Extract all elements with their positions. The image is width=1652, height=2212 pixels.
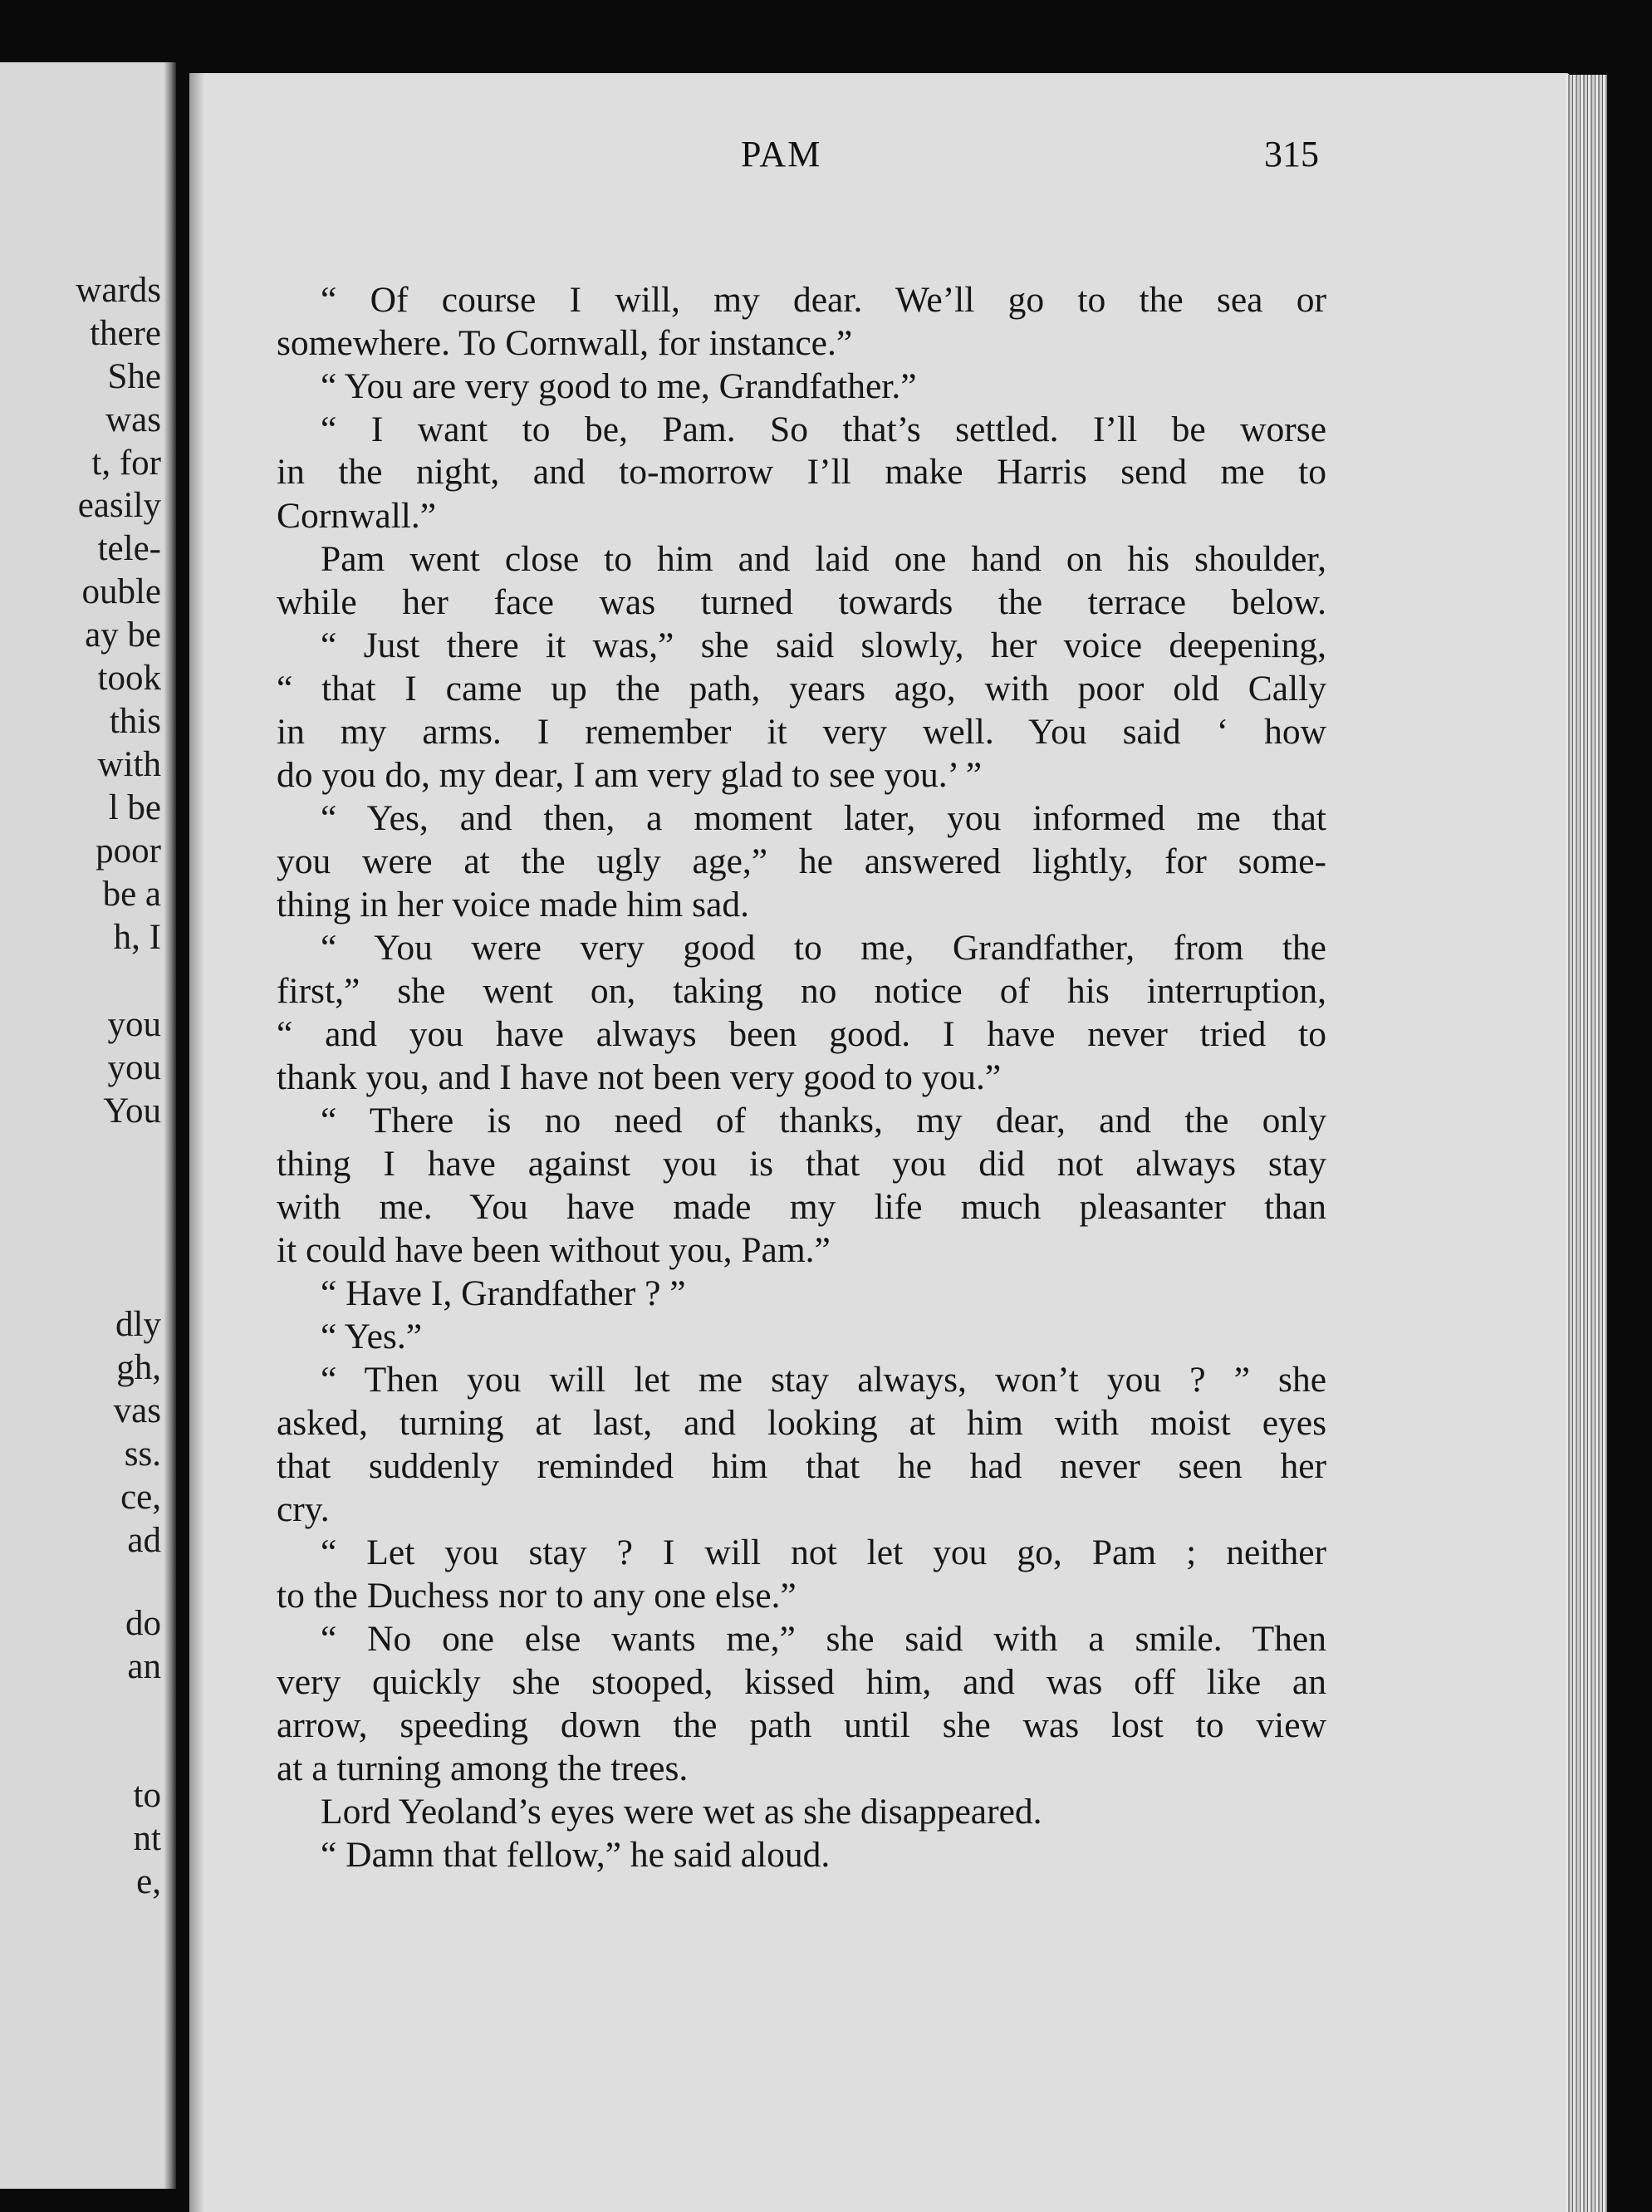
text-line: arrow, speeding down the path until she was lost to view [277, 1705, 1326, 1745]
text-line: in my arms. I remember it very well. You said ‘ how [277, 712, 1326, 752]
text-line: very quickly she stooped, kissed him, and was off like an [277, 1662, 1326, 1702]
spine-shadow [189, 73, 204, 2212]
left-page-fragment: nt [133, 1819, 161, 1858]
text-line: “ Yes, and then, a moment later, you informed me that [321, 798, 1326, 838]
text-line: “ Damn that fellow,” he said aloud. [321, 1835, 831, 1875]
left-page-fragment: this [109, 702, 161, 741]
text-line: in the night, and to-morrow I’ll make Harris send me to [277, 452, 1326, 492]
text-line: Pam went close to him and laid one hand on his shoulder, [321, 539, 1326, 579]
text-line: thing in her voice made him sad. [277, 885, 749, 925]
text-line: you were at the ugly age,” he answered lightly, for some- [277, 841, 1326, 881]
left-page-fragment: ss. [124, 1435, 161, 1474]
text-line: while her face was turned towards the terrace below. [277, 582, 1326, 622]
text-line: “ There is no need of thanks, my dear, and the only [321, 1101, 1326, 1140]
left-page-fragment: easily [77, 486, 161, 525]
left-page-fragment: You [103, 1091, 161, 1131]
text-line: at a turning among the trees. [277, 1749, 689, 1788]
text-line: asked, turning at last, and looking at him with moist eyes [277, 1403, 1326, 1443]
text-line: Cornwall.” [277, 496, 437, 536]
text-line: “ Yes.” [321, 1317, 423, 1356]
left-page-fragment: be a [102, 875, 161, 914]
left-page-fragment: with [97, 745, 161, 784]
left-page-fragment: gh, [116, 1348, 161, 1387]
text-line: Lord Yeoland’s eyes were wet as she disappeared. [321, 1792, 1042, 1832]
left-page-fragment: e, [136, 1862, 161, 1901]
left-page-fragment: you [107, 1048, 161, 1087]
left-page-edge [164, 62, 176, 2189]
text-line: cry. [277, 1489, 330, 1529]
left-page-fragment: l be [108, 788, 161, 827]
text-line: that suddenly reminded him that he had never seen her [277, 1446, 1326, 1486]
text-line: thank you, and I have not been very good to you.” [277, 1057, 1002, 1097]
text-line: somewhere. To Cornwall, for instance.” [277, 323, 853, 363]
text-line: “ Of course I will, my dear. We’ll go to the sea or [321, 280, 1326, 320]
left-page-fragment: you [107, 1005, 161, 1044]
left-page [0, 62, 176, 2189]
left-page-fragment: dly [115, 1305, 161, 1344]
left-page-fragment: h, I [113, 918, 161, 957]
text-line: to the Duchess nor to any one else.” [277, 1576, 797, 1616]
running-head-title: PAM [741, 134, 822, 174]
text-line: “ I want to be, Pam. So that’s settled. I’ll be worse [321, 410, 1326, 449]
running-head [0, 133, 1652, 183]
text-line: with me. You have made my life much pleasanter than [277, 1187, 1326, 1227]
text-line: “ Have I, Grandfather ? ” [321, 1273, 686, 1313]
text-line: “ that I came up the path, years ago, with poor old Cally [277, 669, 1326, 709]
text-line: “ Just there it was,” she said slowly, her voice deepening, [321, 625, 1326, 665]
text-line: “ Let you stay ? I will not let you go, Pam ; neither [321, 1533, 1326, 1572]
left-page-fragment: ce, [120, 1478, 161, 1517]
text-line: “ You were very good to me, Grandfather, from the [321, 928, 1326, 968]
text-line: do you do, my dear, I am very glad to see you.’ ” [277, 755, 983, 795]
left-page-fragment: do [125, 1604, 161, 1643]
left-page-fragment: to [133, 1776, 161, 1815]
text-line: “ and you have always been good. I have never tried to [277, 1014, 1326, 1054]
left-page-fragment: an [127, 1647, 161, 1686]
left-page-fragment: ay be [85, 616, 161, 655]
left-page-fragment: there [90, 314, 161, 353]
text-line: “ Then you will let me stay always, won’t you ? ” she [321, 1360, 1326, 1400]
text-line: “ No one else wants me,” she said with a smile. Then [321, 1619, 1326, 1659]
left-page-fragment: t, for [91, 444, 161, 483]
text-line: it could have been without you, Pam.” [277, 1230, 831, 1270]
left-page-fragment: poor [96, 831, 161, 871]
text-line: “ You are very good to me, Grandfather.” [321, 366, 917, 406]
page-stack-edge [1566, 75, 1607, 2212]
left-page-fragment: She [107, 357, 161, 396]
text-line: first,” she went on, taking no notice of his interruption, [277, 971, 1326, 1011]
left-page-fragment: ad [127, 1521, 161, 1560]
left-page-fragment: vas [113, 1391, 161, 1430]
text-line: thing I have against you is that you did not always stay [277, 1144, 1326, 1184]
left-page-fragment: was [105, 400, 161, 439]
left-page-fragment: wards [76, 271, 161, 310]
page-number: 315 [1264, 134, 1319, 174]
left-page-fragment: ouble [81, 572, 161, 611]
left-page-fragment: tele- [97, 529, 161, 568]
left-page-fragment: took [97, 659, 161, 698]
